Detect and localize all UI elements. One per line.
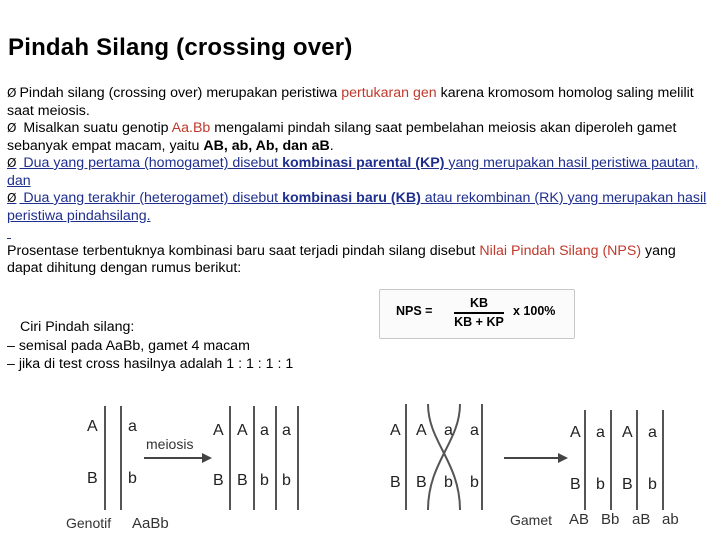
paragraph-5 <box>7 243 713 278</box>
gamete-item: Bb <box>601 511 620 528</box>
allele-label: B <box>622 476 633 493</box>
empty-link-line[interactable] <box>7 225 713 243</box>
paragraph-4-link[interactable] <box>7 190 713 225</box>
gamete-item: aB <box>632 511 651 528</box>
p5-red: Nilai Pindah Silang (NPS) <box>479 242 642 259</box>
p4-a: Dua yang terakhir (heterogamet) disebut <box>19 190 283 206</box>
allele-label: B <box>390 474 401 491</box>
allele-label: b <box>282 472 291 489</box>
allele-label: a <box>596 424 605 441</box>
allele-label: a <box>470 422 479 439</box>
p5-a: Prosentase terbentuknya kombinasi baru saat terjadi pindah silang disebut <box>7 242 480 259</box>
bullet-arrow-icon: Ø <box>7 86 17 100</box>
allele-label: A <box>237 422 248 439</box>
allele-label: b <box>596 476 605 493</box>
formula-lhs: NPS = <box>396 304 433 318</box>
gamete-item: AB <box>569 511 590 528</box>
allele-label: A <box>416 422 427 439</box>
main-text <box>7 85 713 278</box>
formula-numerator: KB <box>469 296 489 310</box>
chromosome-strand <box>662 410 664 510</box>
allele-label: a <box>128 418 137 435</box>
p5-b: yang dapat dihitung dengan rumus berikut: <box>7 242 676 276</box>
allele-label: A <box>622 424 633 441</box>
ciri-item: – semisal pada AaBb, gamet 4 macam <box>7 337 250 354</box>
allele-label: b <box>128 470 137 487</box>
p2-bold: AB, ab, Ab, dan aB <box>203 137 330 154</box>
p2-a: Misalkan suatu genotip <box>19 120 172 136</box>
allele-label: A <box>390 422 401 439</box>
page-title: Pindah Silang (crossing over) <box>8 34 353 61</box>
fraction-bar <box>454 312 504 314</box>
ciri-item: – jika di test cross hasilnya adalah 1 : 1 : 1 : 1 <box>7 356 294 372</box>
allele-label: a <box>648 424 657 441</box>
allele-label: a <box>444 422 453 439</box>
crossing-over-diagram <box>60 392 700 538</box>
meiosis-arrow-icon <box>144 452 212 464</box>
bullet-arrow-icon: Ø <box>7 156 17 170</box>
p3-a: Dua yang pertama (homogamet) disebut <box>19 155 283 171</box>
paragraph-1 <box>7 85 713 120</box>
allele-label: A <box>213 422 224 439</box>
chromosome-strand <box>104 406 106 510</box>
chromosome-strand <box>275 406 277 510</box>
allele-label: A <box>87 418 98 435</box>
p1-lead: Pindah silang (crossing over) <box>19 85 203 101</box>
bullet-arrow-icon: Ø <box>7 191 17 205</box>
gamete-arrow-icon <box>504 452 568 464</box>
allele-label: a <box>260 422 269 439</box>
chromosome-strand <box>610 410 612 510</box>
allele-label: A <box>570 424 581 441</box>
allele-label: B <box>416 474 427 491</box>
allele-label: B <box>87 470 98 487</box>
p1-tail: karena kromosom homolog saling melilit saat meiosis. <box>7 85 694 119</box>
p1-red: pertukaran gen <box>341 85 437 101</box>
chromosome-strand <box>584 410 586 510</box>
chromosome-strand <box>229 406 231 510</box>
formula-multiplier: x 100% <box>513 304 556 318</box>
formula-denominator: KB + KP <box>454 315 504 329</box>
p4-bold: kombinasi baru (KB) <box>282 190 421 206</box>
allele-label: b <box>470 474 479 491</box>
meiosis-label: meiosis <box>146 436 194 452</box>
chromosome-strand <box>297 406 299 510</box>
nps-formula <box>379 289 575 339</box>
bullet-arrow-icon: Ø <box>7 121 17 135</box>
p3-bold: kombinasi parental (KP) <box>282 155 445 171</box>
allele-label: b <box>648 476 657 493</box>
allele-label: a <box>282 422 291 439</box>
chromosome-strand <box>636 410 638 510</box>
allele-label: b <box>444 474 453 491</box>
p2-end: . <box>329 137 334 154</box>
allele-label: B <box>237 472 248 489</box>
genotype-value: AaBb <box>132 515 169 532</box>
chromosome-strand <box>253 406 255 510</box>
gamete-label: Gamet <box>510 512 553 528</box>
paragraph-2 <box>7 120 713 155</box>
allele-label: B <box>570 476 581 493</box>
paragraph-3-link[interactable] <box>7 155 713 190</box>
p2-red: Aa.Bb <box>171 120 211 136</box>
ciri-heading: Ciri Pindah silang: <box>20 319 135 335</box>
chromosome-strand <box>120 406 122 510</box>
p3-b: yang merupakan hasil peristiwa pautan, dan <box>7 155 699 189</box>
p4-b: atau rekombinan (RK) yang merupakan hasil peristiwa pindahsilang. <box>7 190 707 224</box>
p2-b: mengalami pindah silang saat pembelahan meiosis akan diperoleh gamet sebanyak empat macam, yaitu <box>7 120 677 154</box>
allele-label: B <box>213 472 224 489</box>
gamete-item: ab <box>662 511 679 528</box>
crossover-strands <box>388 402 498 514</box>
genotype-label: Genotif <box>66 515 112 531</box>
allele-label: b <box>260 472 269 489</box>
ciri-list <box>7 318 293 374</box>
p1-mid: merupakan peristiwa <box>202 85 342 101</box>
